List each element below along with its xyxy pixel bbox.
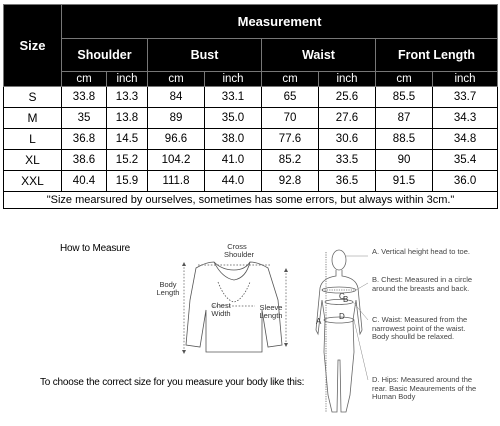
table-cell: 33.7 [433, 87, 498, 108]
figure-letter-b: B [343, 295, 349, 304]
how-to-measure-title: How to Measure [60, 243, 131, 254]
table-cell: 92.8 [262, 171, 319, 192]
unit-header: inch [205, 72, 262, 87]
table-cell: 38.6 [62, 150, 107, 171]
table-cell: 15.2 [107, 150, 148, 171]
sleeve-length-label: Sleeve Length [259, 303, 283, 320]
table-cell: 85.2 [262, 150, 319, 171]
note-b: B. Chest: Measured in a circle around the breasts and back. [372, 275, 473, 293]
figure-letter-a: A [316, 317, 322, 326]
table-cell: 33.1 [205, 87, 262, 108]
note-d: D. Hips: Measured around the rear. Basic Meaurements of the Human Body [372, 375, 477, 401]
unit-header: cm [262, 72, 319, 87]
waist-header: Waist [262, 39, 376, 72]
table-cell: 34.8 [433, 129, 498, 150]
note-a: A. Vertical height head to toe. [372, 247, 470, 256]
table-cell: 15.9 [107, 171, 148, 192]
unit-header: inch [433, 72, 498, 87]
table-cell: 44.0 [205, 171, 262, 192]
size-note: "Size mearsured by ourselves, sometimes has some errors, but always within 3cm." [4, 192, 498, 209]
table-cell: 33.8 [62, 87, 107, 108]
table-cell: 91.5 [376, 171, 433, 192]
table-cell: 88.5 [376, 129, 433, 150]
table-cell: 36.8 [62, 129, 107, 150]
unit-header: cm [62, 72, 107, 87]
unit-header: cm [148, 72, 205, 87]
unit-header: inch [107, 72, 148, 87]
size-cell: XL [4, 150, 62, 171]
cross-shoulder-label: Cross Shoulder [224, 242, 255, 259]
table-cell: 25.6 [319, 87, 376, 108]
body-length-label: Body Length [156, 280, 180, 297]
unit-header: inch [319, 72, 376, 87]
table-cell: 90 [376, 150, 433, 171]
table-cell: 85.5 [376, 87, 433, 108]
note-c: C. Waist: Measured from the narrowest point of the waist. Body shoulld be relaxed. [372, 315, 468, 341]
size-cell: XXL [4, 171, 62, 192]
table-cell: 41.0 [205, 150, 262, 171]
size-cell: L [4, 129, 62, 150]
unit-header: cm [376, 72, 433, 87]
table-cell: 111.8 [148, 171, 205, 192]
table-cell: 34.3 [433, 108, 498, 129]
table-cell: 36.5 [319, 171, 376, 192]
chest-width-label: Chest Width [211, 301, 231, 318]
body-figure [316, 250, 362, 412]
table-cell: 35 [62, 108, 107, 129]
table-cell: 87 [376, 108, 433, 129]
table-cell: 36.0 [433, 171, 498, 192]
table-cell: 38.0 [205, 129, 262, 150]
table-cell: 40.4 [62, 171, 107, 192]
table-cell: 65 [262, 87, 319, 108]
table-cell: 30.6 [319, 129, 376, 150]
measurement-header: Measurement [62, 5, 498, 39]
size-cell: S [4, 87, 62, 108]
measure-instruction: To choose the correct size for you measure your body like this: [40, 377, 305, 388]
table-cell: 70 [262, 108, 319, 129]
table-cell: 89 [148, 108, 205, 129]
table-cell: 33.5 [319, 150, 376, 171]
table-cell: 104.2 [148, 150, 205, 171]
size-header: Size [4, 5, 62, 87]
table-cell: 13.8 [107, 108, 148, 129]
table-cell: 84 [148, 87, 205, 108]
size-cell: M [4, 108, 62, 129]
table-cell: 27.6 [319, 108, 376, 129]
table-cell: 13.3 [107, 87, 148, 108]
shoulder-header: Shoulder [62, 39, 148, 72]
figure-letter-c: C [339, 292, 345, 301]
table-cell: 35.4 [433, 150, 498, 171]
front-length-header: Front Length [376, 39, 498, 72]
table-cell: 35.0 [205, 108, 262, 129]
table-cell: 14.5 [107, 129, 148, 150]
table-cell: 77.6 [262, 129, 319, 150]
table-cell: 96.6 [148, 129, 205, 150]
bust-header: Bust [148, 39, 262, 72]
figure-letter-d: D [339, 312, 345, 321]
